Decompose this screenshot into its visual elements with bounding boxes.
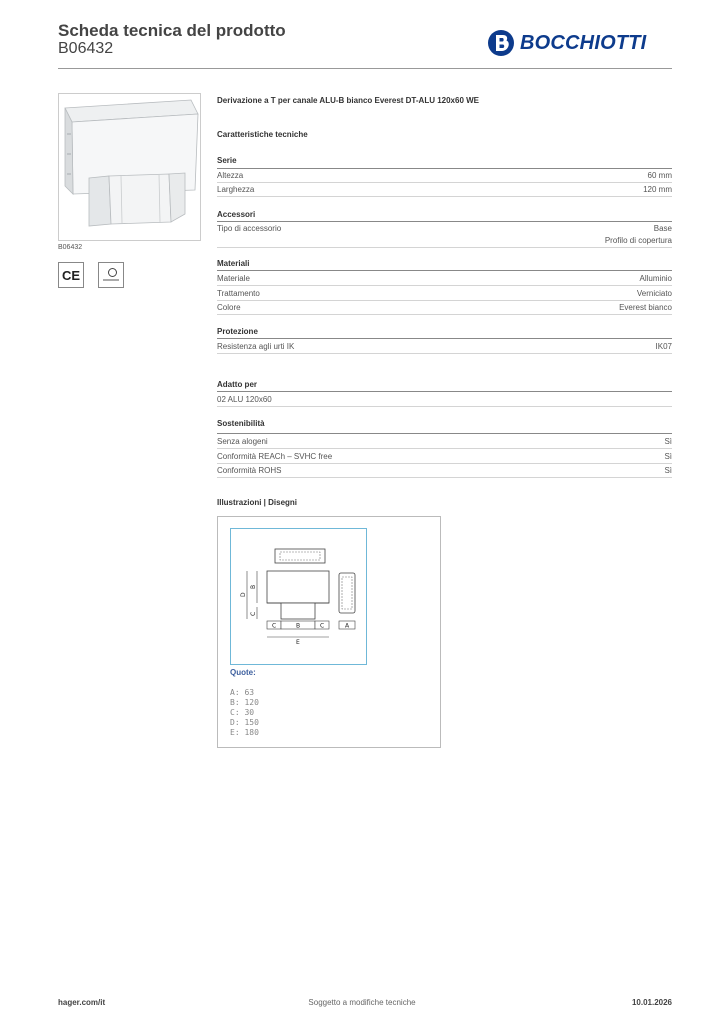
spec-label: Tipo di accessorio [217, 224, 282, 233]
brand-name: BOCCHIOTTI [520, 31, 647, 54]
illustrations-title: Illustrazioni | Disegni [217, 498, 298, 507]
spec-value: Base [653, 224, 672, 233]
section-title-materiali: Materiali [217, 259, 250, 268]
spec-label: Colore [217, 303, 241, 312]
section-title-serie: Serie [217, 156, 237, 165]
dim-label-b: B [296, 622, 301, 630]
spec-label: Trattamento [217, 289, 260, 298]
dim-label-b: B [250, 584, 257, 589]
spec-value: 60 mm [647, 171, 672, 180]
dim-label-d: D [240, 592, 247, 597]
quote-value: B: 120 [230, 698, 259, 707]
dim-label-e: E [296, 639, 300, 646]
row-divider [217, 406, 672, 407]
spec-value: Sì [664, 437, 672, 446]
footer-disclaimer: Soggetto a modifiche tecniche [308, 998, 416, 1007]
spec-label: Conformità REACh – SVHC free [217, 452, 333, 461]
spec-value: Profilo di copertura [604, 236, 672, 245]
dim-label-c: C [250, 611, 257, 616]
quote-value: D: 150 [230, 718, 259, 727]
section-divider [217, 338, 672, 339]
section-divider [217, 391, 672, 392]
section-divider [217, 433, 672, 434]
brand-logo [487, 29, 646, 57]
spec-heading: Caratteristiche tecniche [217, 130, 308, 139]
spec-value: Alluminio [639, 274, 672, 283]
row-divider [217, 463, 672, 464]
product-name: Derivazione a T per canale ALU-B bianco Everest DT-ALU 120x60 WE [217, 96, 480, 105]
row-divider [217, 477, 672, 478]
spec-value: 120 mm [643, 185, 672, 194]
spec-label: Altezza [217, 171, 244, 180]
row-divider [217, 196, 672, 197]
spec-value: Sì [664, 466, 672, 475]
spec-value: IK07 [655, 342, 672, 351]
spec-value: Verniciato [636, 289, 672, 298]
bocchiotti-logo-icon [487, 29, 515, 57]
row-divider [217, 247, 672, 248]
quote-title: Quote: [230, 668, 256, 677]
quote-value: C: 30 [230, 708, 255, 717]
dim-label-a: A [345, 622, 350, 630]
row-divider [217, 182, 672, 183]
section-title-sostenibilita: Sostenibilità [217, 419, 265, 428]
document-title: Scheda tecnica del prodotto [58, 21, 286, 40]
row-divider [217, 448, 672, 449]
quote-value: A: 63 [230, 688, 255, 697]
row-divider [217, 314, 672, 315]
section-divider [217, 270, 672, 271]
quote-value: E: 180 [230, 728, 259, 737]
spec-label: Senza alogeni [217, 437, 268, 446]
header-divider [58, 68, 672, 69]
section-title-accessori: Accessori [217, 210, 256, 219]
dimension-drawing [231, 529, 366, 664]
image-caption: B06432 [58, 244, 83, 251]
section-title-protezione: Protezione [217, 327, 258, 336]
section-divider [217, 221, 672, 222]
technical-drawing [230, 528, 367, 665]
product-code: B06432 [58, 40, 114, 57]
row-divider [217, 353, 672, 354]
section-divider [217, 168, 672, 169]
product-photo [58, 93, 201, 241]
section-title-adatto: Adatto per [217, 380, 257, 389]
spec-label: Larghezza [217, 185, 255, 194]
spec-value: Sì [664, 452, 672, 461]
product-tee-image [59, 94, 200, 240]
spec-label: Conformità ROHS [217, 466, 282, 475]
ce-mark-icon: CE [58, 262, 84, 288]
spec-label: Materiale [217, 274, 250, 283]
footer-website-link[interactable]: hager.com/it [58, 998, 106, 1007]
spec-label: Resistenza agli urti IK [217, 342, 295, 351]
dim-label-c: C [272, 622, 277, 630]
row-divider [217, 285, 672, 286]
spec-label: 02 ALU 120x60 [217, 395, 272, 404]
row-divider [217, 300, 672, 301]
spec-value: Everest bianco [619, 303, 672, 312]
dim-label-c: C [320, 622, 325, 630]
certification-mark-icon [98, 262, 124, 288]
footer-date: 10.01.2026 [631, 998, 672, 1007]
